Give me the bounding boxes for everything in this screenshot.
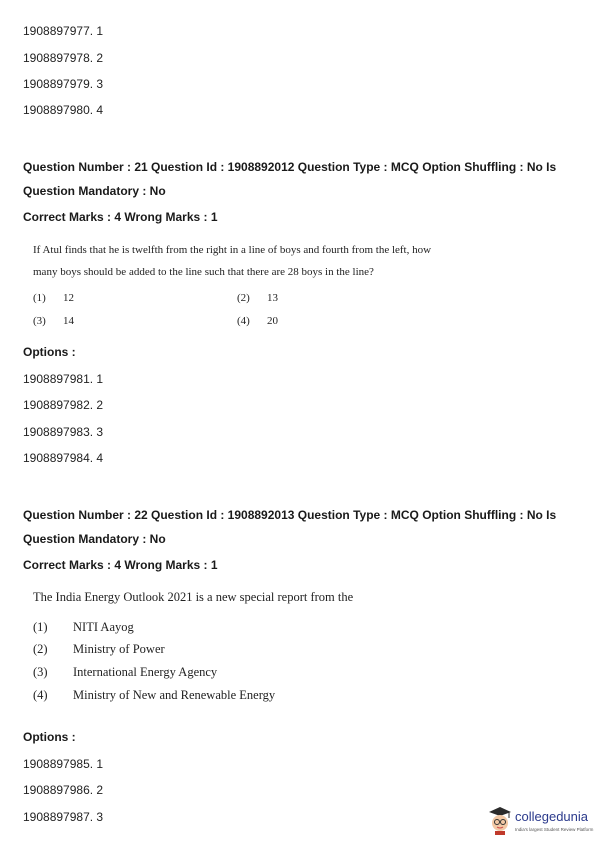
question-mandatory: Question Mandatory : No <box>23 184 166 198</box>
option-line: 1908897979. 3 <box>23 77 104 91</box>
choice-1: (1) NITI Aayog <box>33 620 134 634</box>
question-marks: Correct Marks : 4 Wrong Marks : 1 <box>23 558 218 572</box>
option-line: 1908897984. 4 <box>23 451 104 465</box>
question-marks: Correct Marks : 4 Wrong Marks : 1 <box>23 210 218 224</box>
question-text: The India Energy Outlook 2021 is a new special report from the <box>33 590 354 604</box>
question-header: Question Number : 22 Question Id : 1908892013 Question Type : MCQ Option Shuffling : No Is <box>23 508 557 522</box>
option-line: 1908897983. 3 <box>23 425 104 439</box>
choice-3: (3) International Energy Agency <box>33 665 218 679</box>
option-line: 1908897978. 2 <box>23 51 104 65</box>
options-label: Options : <box>23 345 76 359</box>
question-text-line: many boys should be added to the line such that there are 28 boys in the line? <box>33 266 374 278</box>
option-line: 1908897981. 1 <box>23 372 104 386</box>
collegedunia-logo[interactable] <box>487 803 593 841</box>
question-header: Question Number : 21 Question Id : 1908892012 Question Type : MCQ Option Shuffling : No Is <box>23 160 557 174</box>
option-line: 1908897977. 1 <box>23 24 104 38</box>
choice-4: (4) 20 <box>237 315 278 327</box>
option-line: 1908897987. 3 <box>23 810 104 824</box>
option-line: 1908897986. 2 <box>23 783 104 797</box>
option-line: 1908897980. 4 <box>23 103 104 117</box>
question-mandatory: Question Mandatory : No <box>23 532 166 546</box>
logo-tagline: India's largest Student Review Platform <box>515 827 594 832</box>
logo-name: collegedunia <box>515 809 589 824</box>
choice-2: (2) 13 <box>237 292 278 304</box>
option-line: 1908897985. 1 <box>23 757 104 771</box>
choice-1: (1) 12 <box>33 292 74 304</box>
choice-4: (4) Ministry of New and Renewable Energy <box>33 688 276 702</box>
choice-3: (3) 14 <box>33 315 74 327</box>
question-text <box>33 239 473 283</box>
option-line: 1908897982. 2 <box>23 398 104 412</box>
question-text-line: If Atul finds that he is twelfth from the right in a line of boys and fourth from the left, how <box>33 244 432 256</box>
student-face-icon <box>487 805 513 835</box>
options-label: Options : <box>23 730 76 744</box>
choice-2: (2) Ministry of Power <box>33 642 165 656</box>
